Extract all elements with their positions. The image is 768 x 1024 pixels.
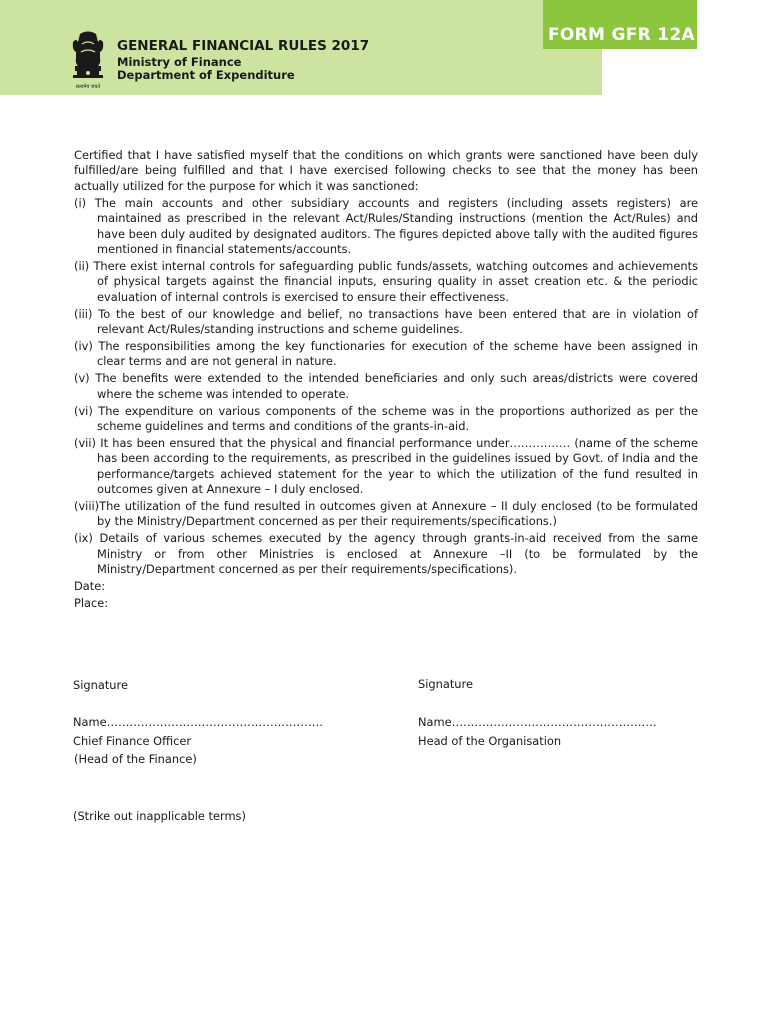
list-item — [74, 436, 698, 498]
item-text: The main accounts and other subsidiary accounts and registers (including assets registers) are maintained as prescribed in the relevant Act/Rules/Standing instructions (mention the Act/Rules) and have been duly audited by designated auditors. The figures depicted above tally with the audited figures mentioned in financial statements/accounts. — [94, 195, 699, 256]
list-item — [74, 371, 698, 402]
item-text: The utilization of the fund resulted in outcomes given at Annexure – II duly enclosed (to be formulated by the Ministry/Department concerned as per their requirements/specifications.) — [97, 498, 698, 529]
left-subrole: (Head of the Finance) — [74, 752, 197, 766]
list-item — [74, 339, 698, 370]
right-role: Head of the Organisation — [418, 734, 562, 748]
item-number: (i) — [74, 195, 87, 210]
item-text: It has been ensured that the physical and financial performance under……………. (name of the scheme has been according to the requirements, as prescribed in the guidelines issued by Govt. of India and the performance/targets achieved statement for the year to which the utilization of the fund resulted in outcomes given at Annexure – I duly enclosed. — [97, 435, 698, 497]
department-name: Department of Expenditure — [117, 68, 295, 82]
item-number: (iv) — [74, 338, 93, 353]
list-item — [74, 499, 698, 530]
list-item — [74, 307, 698, 338]
item-number: (vi) — [74, 403, 93, 418]
list-item — [74, 259, 698, 305]
left-role: Chief Finance Officer — [73, 734, 192, 748]
ministry-name: Ministry of Finance — [117, 54, 242, 69]
footnote: (Strike out inapplicable terms) — [73, 809, 246, 823]
item-text: To the best of our knowledge and belief, no transactions have been entered that are in violation of relevant Act/Rules/standing instructions and scheme guidelines. — [97, 306, 698, 336]
list-item — [74, 404, 698, 435]
item-number: (iii) — [74, 306, 93, 321]
item-text: The expenditure on various components of the scheme was in the proportions authorized as per the scheme guidelines and terms and conditions of the grants-in-aid. — [97, 403, 698, 433]
emblem-motto: सत्यमेव जयते — [75, 84, 101, 90]
left-name-line: Name………………………………………………… — [73, 715, 324, 729]
national-emblem-icon — [70, 30, 106, 92]
certificate-body — [74, 148, 698, 613]
header-titles — [117, 40, 369, 82]
item-number: (viii) — [74, 498, 100, 513]
certificate-intro: Certified that I have satisfied myself that the conditions on which grants were sanctioned have been duly fulfilled/are being fulfilled and that I have exercised following checks to see that the money has been actually utilized for the purpose for which it was sanctioned: — [74, 148, 698, 193]
date-label: Date: — [74, 578, 106, 593]
item-text: The benefits were extended to the intended beneficiaries and only such areas/districts were covered where the scheme was intended to operate. — [95, 371, 699, 401]
right-signature-label: Signature — [418, 677, 473, 691]
item-text: The responsibilities among the key functionaries for execution of the scheme have been assigned in clear terms and are not general in nature. — [97, 338, 698, 369]
form-code: FORM GFR 12A — [548, 25, 695, 45]
list-item — [74, 531, 698, 577]
item-text: There exist internal controls for safeguarding public funds/assets, watching outcomes and achievements of physical targets against the financial inputs, ensuring quality in asset creation etc. & the periodic evaluation of internal controls is exercised to ensure their effectiveness. — [93, 258, 699, 304]
right-name-line: Name……………………………………………… — [418, 715, 657, 729]
page-title: GENERAL FINANCIAL RULES 2017 — [117, 38, 370, 54]
item-text: Details of various schemes executed by the agency through grants-in-aid received from the same Ministry or from other Ministries is enclosed at Annexure –II (to be formulated by the Ministry/Department concerned as per their requirements/specifications). — [97, 531, 698, 577]
list-item — [74, 196, 698, 258]
place-label: Place: — [74, 595, 109, 610]
item-number: (ii) — [74, 258, 90, 273]
item-number: (v) — [74, 371, 90, 386]
item-number: (ix) — [74, 531, 93, 546]
item-number: (vii) — [74, 435, 96, 450]
left-signature-label: Signature — [73, 678, 128, 692]
